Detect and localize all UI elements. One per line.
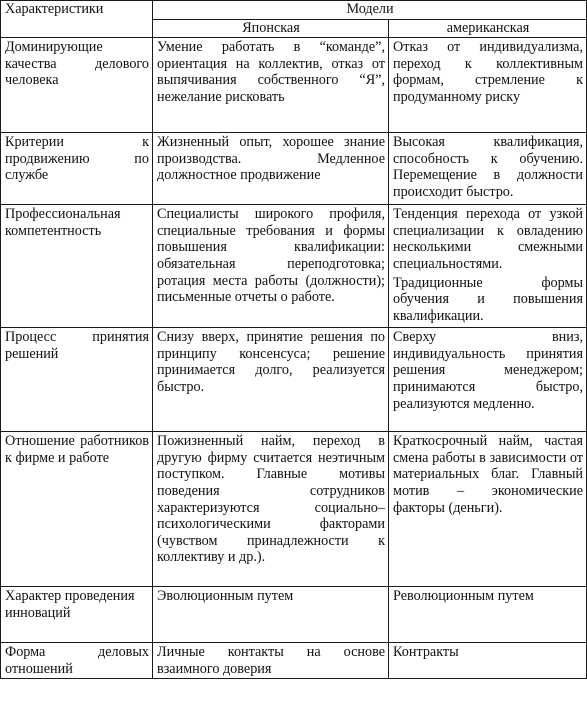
cell-american [389,328,587,432]
row-label [1,38,153,133]
header-characteristics: Характеристики [1,1,153,38]
table-header [1,1,587,38]
cell-text: Специалисты широкого профиля, специальные требования и формы повышения квалификации: обязательная переподготовка; ротация места работы (должности); письменные отчеты о работе. [157,206,385,306]
cell-text: Умение работать в “команде”, ориентация на коллектив, отказ от выпячивания собственного “Я”, нежелание рисковать [157,39,385,105]
cell-american [389,205,587,328]
table-row [1,643,587,679]
cell-japanese [153,133,389,205]
row-label-text: Процесс принятия решений [5,329,149,362]
cell-text: Пожизненный найм, переход в другую фирму считается неэтичным поступком. Главные мотивы поведения сотрудников характеризуются социально–психологическими факторами (чувством принадлежности к коллективу и др.). [157,433,385,566]
cell-text: Эволюционным путем [157,588,294,605]
cell-japanese [153,432,389,587]
cell-japanese [153,643,389,679]
row-label-text: Отношение работников к фирме и работе [5,433,149,466]
cell-american [389,432,587,587]
table-row [1,587,587,643]
row-label-text: Доминирующие качества делового человека [5,39,149,89]
cell-text: Высокая квалификация, способность к обучению. Перемещение в должности происходит быстро. [393,134,584,200]
cell-text: Революционным путем [393,588,534,605]
table-row [1,133,587,205]
table-row [1,38,587,133]
cell-american [389,587,587,643]
cell-text: Жизненный опыт, хорошее знание производства. Медленное должностное продвижение [157,134,385,184]
header-models: Модели [153,1,587,20]
table-body [1,38,587,679]
header-american: американская [389,19,587,38]
row-label [1,587,153,643]
cell-american [389,38,587,133]
header-row-top [1,1,587,20]
row-label-text: Профессиональная компетентность [5,206,121,239]
cell-text: Контракты [393,644,459,661]
row-label [1,432,153,587]
row-label-text: Критерии к продвижению по службе [5,134,149,184]
cell-japanese [153,205,389,328]
cell-text: Традиционные формы обучения и повышения квалификации. [393,274,584,324]
row-label [1,328,153,432]
cell-text: Сверху вниз, индивидуальность принятия решения менеджером; принимаются быстро, реализуются медленно. [393,329,584,412]
row-label-text: Форма деловых отношений [5,644,149,677]
row-label-text: Характер проведения инноваций [5,588,135,621]
cell-text: Снизу вверх, принятие решения по принципу консенсуса; решение принимается долго, реализуется быстро. [157,329,385,395]
table-row [1,432,587,587]
cell-text: Отказ от индивидуализма, переход к коллективным формам, стремление к продуманному риску [393,39,584,105]
cell-text: Личные контакты на основе взаимного доверия [157,644,385,677]
table-row [1,328,587,432]
cell-japanese [153,587,389,643]
header-japanese: Японская [153,19,389,38]
cell-japanese [153,38,389,133]
cell-text: Краткосрочный найм, частая смена работы в зависимости от материальных благ. Главный мотив – экономические факторы (деньги). [393,433,584,516]
row-label [1,643,153,679]
cell-japanese [153,328,389,432]
row-label [1,205,153,328]
cell-american [389,133,587,205]
cell-text: Тенденция перехода от узкой специализации к овладению несколькими смежными специальностями. [393,206,584,272]
cell-american [389,643,587,679]
row-label [1,133,153,205]
table-row [1,205,587,328]
